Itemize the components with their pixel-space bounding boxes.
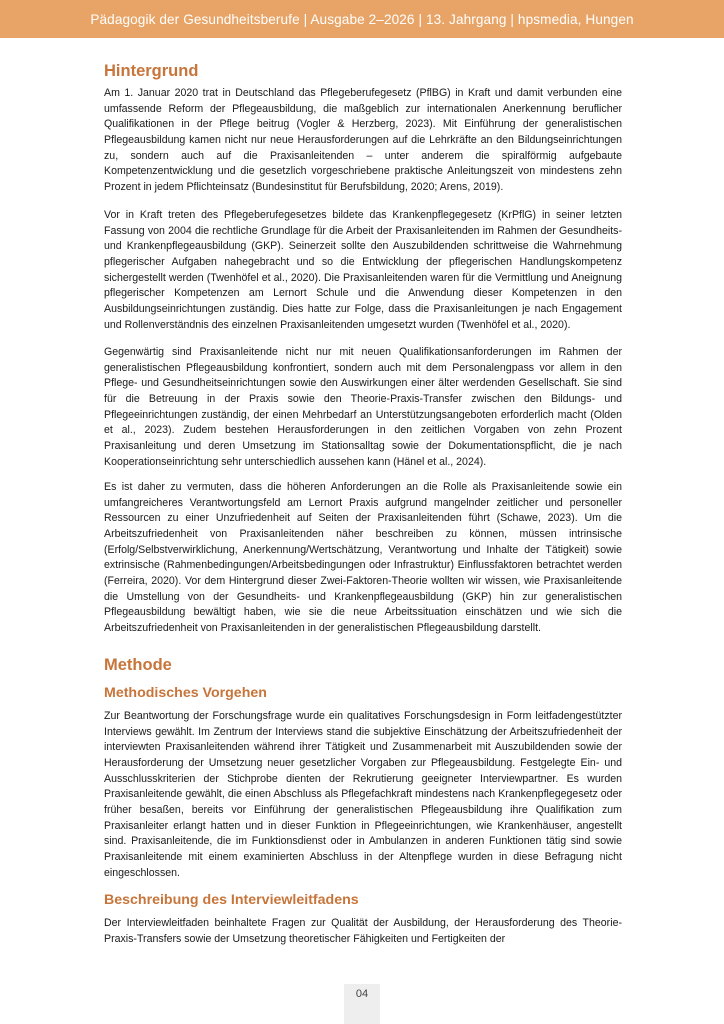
journal-header-title: Pädagogik der Gesundheitsberufe | Ausgabe 2–2026 | 13. Jahrgang | hpsmedia, Hungen [90, 11, 634, 27]
subsection-heading-methodisches-vorgehen: Methodisches Vorgehen [104, 685, 267, 701]
paragraph-hintergrund-4: Es ist daher zu vermuten, dass die höheren Anforderungen an die Rolle als Praxisanleitende sowie ein umfangreicheres Verantwortungsfeld am Lernort Praxis aufgrund mangelnder zeitlicher und personeller Ressourcen zu einer Unzufriedenheit auf Seiten der Praxisanleitenden führt (Schawe, 2023). Um die Arbeitszufriedenheit von Praxisanleitenden näher beschreiben zu können, müssen intrinsische (Erfolg/Selbstverwirklichung, Anerkennung/Wertschätzung, Verantwortung und Inhalte der Tätigkeit) sowie extrinsische (Rahmenbedingungen/Arbeitsbedingungen oder Infrastruktur) Einflussfaktoren betrachtet werden (Ferreira, 2020). Vor dem Hintergrund dieser Zwei-Faktoren-Theorie wollten wir wissen, wie Praxisanleitende die Umstellung von der Gesundheits- und Krankenpflegeausbildung (GKP) hin zur generalistischen Pflegeausbildung bewältigt haben, wie sie die neue Arbeitssituation einschätzen und wie sich die Arbeitszufriedenheit von Praxisanleitenden in der generalistischen Pflegeausbildung darstellt. [104, 481, 622, 634]
journal-header-bar [0, 0, 724, 38]
paragraph-interviewleitfaden: Der Interviewleitfaden beinhaltete Fragen zur Qualität der Ausbildung, der Herausforderung des Theorie-Praxis-Transfers sowie der Umsetzung theoretischer Fähigkeiten und Fertigkeiten der [104, 917, 622, 945]
paragraph-hintergrund-1: Am 1. Januar 2020 trat in Deutschland das Pflegeberufegesetz (PflBG) in Kraft und damit verbunden eine umfassende Reform der Pflegeausbildung, die maßgeblich zur internationalen Anerkennung beruflicher Qualifikationen in der Pflege beitrug (Vogler & Herzberg, 2023). Mit Einführung der generalistischen Pflegeausbildung kamen nicht nur neue Herausforderungen auf die Lehrkräfte an den Bildungseinrichtungen zu, sondern auch auf die Praxisanleitenden – unter anderem die spiralförmig aufgebaute Kompetenzentwicklung und die gesetzlich vorgeschriebene praktische Anleitungszeit von mindestens zehn Prozent in jedem Pflichteinsatz (Bundesinstitut für Berufsbildung, 2020; Arens, 2019). [104, 87, 622, 193]
paragraph-methodisches-vorgehen: Zur Beantwortung der Forschungsfrage wurde ein qualitatives Forschungsdesign in Form leitfadengestützter Interviews gewählt. Im Zentrum der Interviews stand die subjektive Einschätzung der Arbeitszufriedenheit der interviewten Praxisanleitenden während ihrer Tätigkeit und Zusammenarbeit mit Auszubildenden sowie der Herausforderung der Umsetzung neuer gesetzlicher Vorgaben zur Pflegeausbildung. Festgelegte Ein- und Ausschlusskriterien der Stichprobe dienten der Rekrutierung geeigneter Interviewpartner. Es wurden Praxisanleitende gewählt, die einen Abschluss als Pflegefachkraft mindestens nach Krankenpflegegesetz oder früher besaßen, bereits vor Einführung der generalistischen Pflegeausbildung ihre Qualifikation zum Praxisanleiter erlangt hatten und in dieser Funktion in Pflegeeinrichtungen, wie Krankenhäuser, angestellt sind. Praxisanleitende, die im Funktionsdienst oder in Ambulanzen in anderen Funktionen tätig sind sowie Praxisanleitende mit einem examinierten Abschluss in der Altenpflege wurden in diese Befragung nicht eingeschlossen. [104, 710, 622, 879]
paragraph-hintergrund-3: Gegenwärtig sind Praxisanleitende nicht nur mit neuen Qualifikationsanforderungen im Rahmen der generalistischen Pflegeausbildung konfrontiert, sondern auch mit dem Personalengpass vor allem in den Pflege- und Gesundheitseinrichtungen sowie den Auswirkungen einer älter werdenden Gesellschaft. Sie sind für die Betreuung in der Praxis sowie den Theorie-Praxis-Transfer zwischen den Bildungs- und Pflegeeinrichtungen zuständig, der einen Mehrbedarf an Unterstützungsangeboten erforderlich macht (Olden et al., 2023). Zudem bestehen Herausforderungen in den zeitlichen Vorgaben von zehn Prozent Praxisanleitung und deren Umsetzung im Stationsalltag sowie der Dokumentationspflicht, die je nach Kooperationseinrichtung sehr unterschiedlich aussehen kann (Hänel et al., 2024). [104, 346, 622, 468]
page-number: 04 [344, 984, 380, 1024]
paragraph-hintergrund-2: Vor in Kraft treten des Pflegeberufegesetzes bildete das Krankenpflegegesetz (KrPflG) in seiner letzten Fassung von 2004 die rechtliche Grundlage für die Arbeit der Praxisanleitenden im Rahmen der Gesundheits- und Krankenpflegeausbildung (GKP). Seinerzeit sollte den Auszubildenden schrittweise die Wahrnehmung pflegerischer Aufgaben nahegebracht und so die Entwicklung der pflegerischen Handlungskompetenz sichergestellt werden (Twenhöfel et al., 2020). Die Praxisanleitenden waren für die Vermittlung und Aneignung pflegerischer Kompetenzen am Lernort Schule und die Anwendung dieser Kompetenzen in den Ausbildungseinrichtungen zuständig. Dies hatte zur Folge, dass die Praxisanleitungen je nach Engagement und Rollenverständnis des einzelnen Praxisanleitenden umgesetzt wurden (Twenhöfel et al., 2020). [104, 209, 622, 331]
section-heading-methode: Methode [104, 656, 172, 674]
subsection-heading-interviewleitfaden: Beschreibung des Interviewleitfadens [104, 892, 359, 908]
section-heading-hintergrund: Hintergrund [104, 62, 199, 80]
